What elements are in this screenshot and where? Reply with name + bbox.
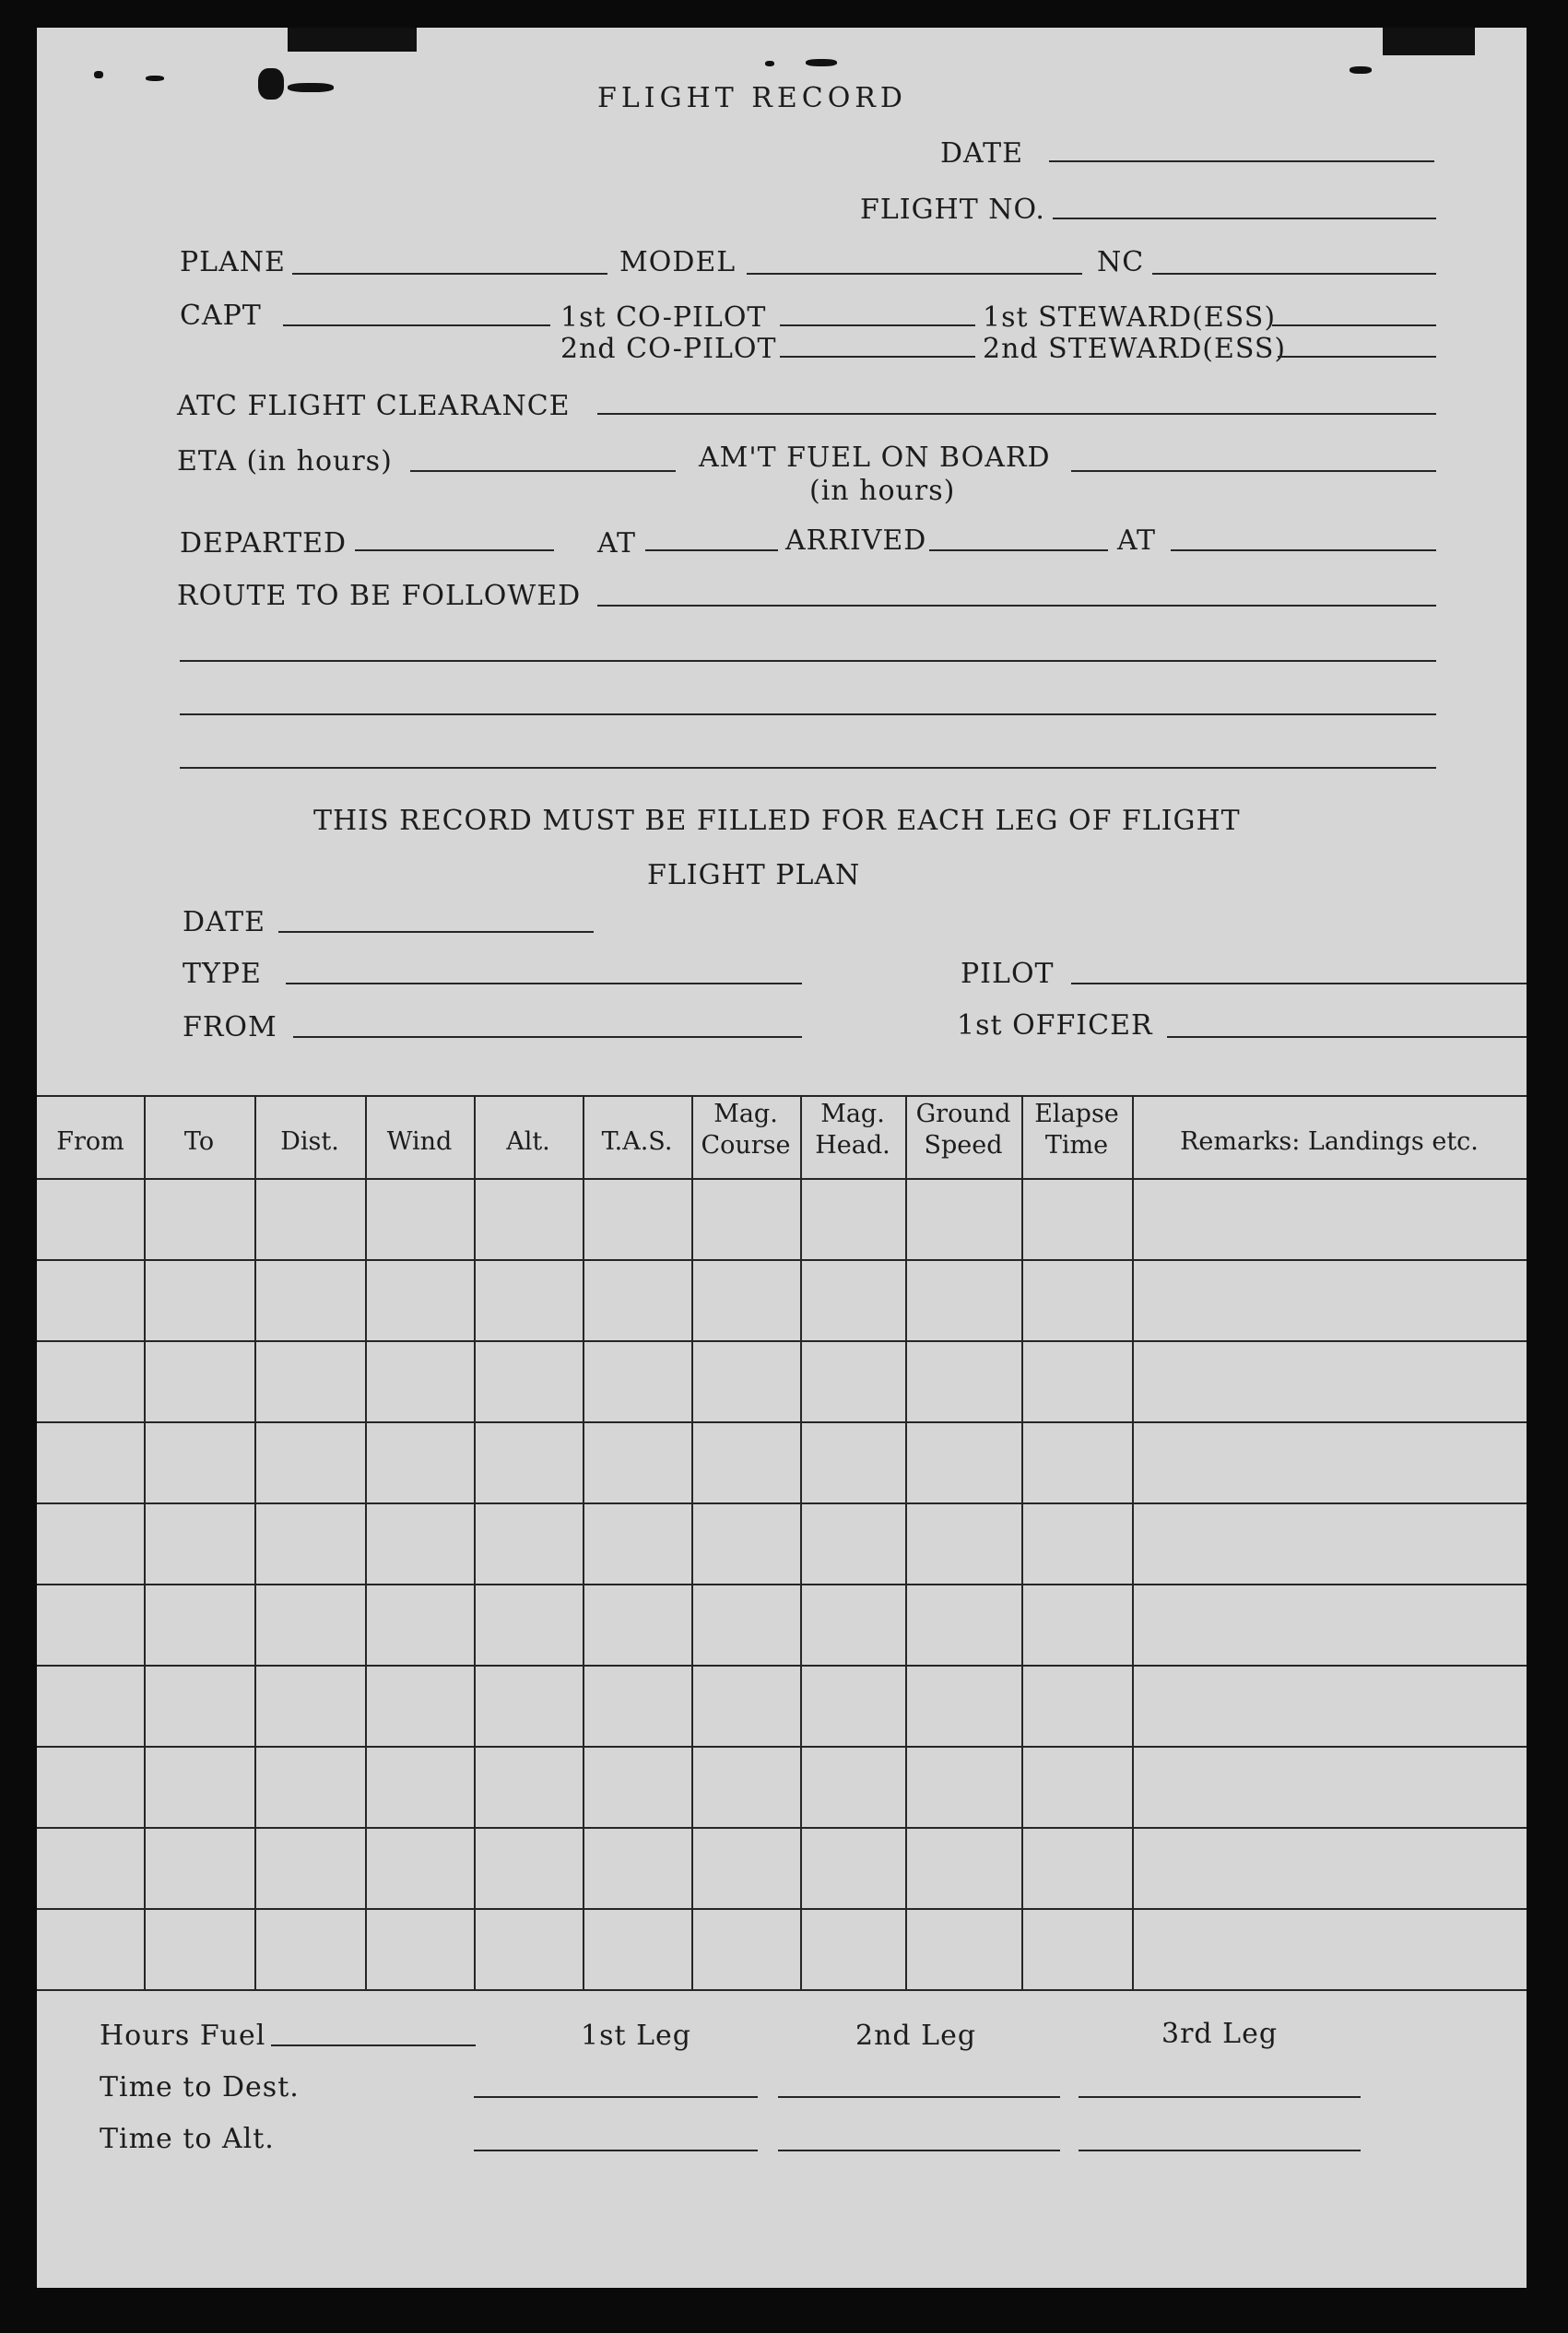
atc-clearance-field[interactable]: [597, 413, 1436, 415]
table-cell[interactable]: [1023, 1585, 1130, 1663]
plan-date-field[interactable]: [278, 931, 594, 933]
table-cell[interactable]: [584, 1667, 690, 1744]
table-cell[interactable]: [584, 1180, 690, 1257]
capt-label: CAPT: [180, 300, 262, 332]
co-pilot-2-field[interactable]: [780, 356, 975, 358]
date-field[interactable]: [1049, 160, 1434, 162]
table-cell[interactable]: [476, 1180, 581, 1257]
table-header-text: Dist.: [280, 1127, 339, 1156]
table-cell[interactable]: [39, 1504, 142, 1582]
scan-speck: [1350, 66, 1372, 74]
table-cell[interactable]: [907, 1342, 1020, 1420]
table-cell[interactable]: [256, 1180, 363, 1257]
table-header-cell: [1021, 1099, 1132, 1161]
table-cell[interactable]: [1023, 1342, 1130, 1420]
route-field-3[interactable]: [180, 713, 1436, 715]
table-cell[interactable]: [146, 1585, 253, 1663]
table-header-text: From: [56, 1127, 124, 1156]
time-to-alt-leg-1-field[interactable]: [474, 2150, 758, 2151]
fuel-on-board-field[interactable]: [1071, 470, 1436, 472]
leg-2-label: 2nd Leg: [855, 2020, 977, 2052]
table-cell[interactable]: [146, 1748, 253, 1825]
table-cell[interactable]: [476, 1423, 581, 1501]
scan-speck: [288, 28, 417, 52]
table-cell[interactable]: [802, 1180, 903, 1257]
co-pilot-2-label: 2nd CO-PILOT: [560, 333, 777, 365]
table-cell[interactable]: [802, 1910, 903, 1987]
flight-no-label: FLIGHT NO.: [860, 194, 1045, 226]
table-cell[interactable]: [693, 1585, 798, 1663]
table-cell[interactable]: [367, 1261, 472, 1338]
table-cell[interactable]: [39, 1910, 142, 1987]
table-cell[interactable]: [1134, 1910, 1525, 1987]
table-cell[interactable]: [584, 1504, 690, 1582]
table-cell[interactable]: [256, 1504, 363, 1582]
time-to-dest-leg-2-field[interactable]: [778, 2096, 1060, 2098]
table-header-cell: [583, 1126, 691, 1158]
table-cell[interactable]: [476, 1261, 581, 1338]
plan-pilot-label: PILOT: [961, 958, 1055, 990]
plan-date-label: DATE: [183, 906, 265, 938]
table-cell[interactable]: [476, 1667, 581, 1744]
table-cell[interactable]: [367, 1423, 472, 1501]
table-header-text: To: [183, 1127, 215, 1156]
table-cell[interactable]: [693, 1180, 798, 1257]
table-cell[interactable]: [1134, 1342, 1525, 1420]
time-to-alt-leg-2-field[interactable]: [778, 2150, 1060, 2151]
table-cell[interactable]: [1023, 1667, 1130, 1744]
eta-label: ETA (in hours): [177, 445, 393, 477]
scan-speck: [94, 71, 103, 78]
leg-1-label: 1st Leg: [581, 2020, 691, 2052]
table-cell[interactable]: [367, 1504, 472, 1582]
arrived-field[interactable]: [929, 549, 1108, 551]
table-cell[interactable]: [256, 1342, 363, 1420]
table-header-cell: [800, 1099, 905, 1161]
table-cell[interactable]: [367, 1342, 472, 1420]
table-header-text: Head.: [815, 1130, 890, 1160]
table-cell[interactable]: [476, 1504, 581, 1582]
table-cell[interactable]: [802, 1504, 903, 1582]
time-to-dest-leg-3-field[interactable]: [1079, 2096, 1361, 2098]
table-cell[interactable]: [693, 1504, 798, 1582]
table-cell[interactable]: [146, 1180, 253, 1257]
table-cell[interactable]: [146, 1829, 253, 1906]
scan-speck: [146, 76, 164, 81]
table-header-text: Ground: [915, 1100, 1011, 1128]
table-cell[interactable]: [367, 1748, 472, 1825]
scan-speck: [765, 61, 774, 66]
plane-field[interactable]: [292, 273, 607, 275]
table-header-text: Mag.: [713, 1100, 778, 1128]
flight-plan-title: FLIGHT PLAN: [647, 859, 861, 891]
table-header-cell: [254, 1126, 365, 1158]
table-cell[interactable]: [39, 1342, 142, 1420]
table-cell[interactable]: [584, 1342, 690, 1420]
table-cell[interactable]: [256, 1585, 363, 1663]
table-cell[interactable]: [802, 1585, 903, 1663]
table-header-text: Alt.: [506, 1127, 550, 1156]
table-cell[interactable]: [1023, 1261, 1130, 1338]
table-cell[interactable]: [476, 1585, 581, 1663]
table-cell[interactable]: [476, 1910, 581, 1987]
table-cell[interactable]: [802, 1667, 903, 1744]
table-cell[interactable]: [802, 1829, 903, 1906]
table-cell[interactable]: [1134, 1585, 1525, 1663]
arrived-at-field[interactable]: [1171, 549, 1436, 551]
hours-fuel-label: Hours Fuel: [100, 2020, 266, 2052]
capt-field[interactable]: [283, 324, 550, 326]
table-cell[interactable]: [693, 1261, 798, 1338]
table-cell[interactable]: [146, 1342, 253, 1420]
table-cell[interactable]: [476, 1829, 581, 1906]
plan-type-label: TYPE: [183, 958, 262, 990]
table-cell[interactable]: [907, 1910, 1020, 1987]
model-label: MODEL: [619, 246, 737, 278]
table-cell[interactable]: [584, 1829, 690, 1906]
table-header-cell: [691, 1099, 800, 1161]
table-cell[interactable]: [1134, 1180, 1525, 1257]
atc-clearance-label: ATC FLIGHT CLEARANCE: [177, 390, 571, 422]
table-header-text: Speed: [924, 1130, 1003, 1160]
table-cell[interactable]: [146, 1504, 253, 1582]
table-cell[interactable]: [584, 1423, 690, 1501]
table-cell[interactable]: [907, 1261, 1020, 1338]
table-cell[interactable]: [39, 1261, 142, 1338]
table-header-cell: [905, 1099, 1021, 1161]
table-header-cell: [474, 1126, 583, 1158]
table-row-rule: [37, 1989, 1527, 1991]
table-cell[interactable]: [584, 1910, 690, 1987]
table-cell[interactable]: [146, 1261, 253, 1338]
table-cell[interactable]: [146, 1667, 253, 1744]
table-cell[interactable]: [693, 1423, 798, 1501]
steward-1-label: 1st STEWARD(ESS): [983, 301, 1277, 334]
arrived-at-label: AT: [1117, 524, 1157, 557]
table-cell[interactable]: [256, 1829, 363, 1906]
table-cell[interactable]: [256, 1423, 363, 1501]
scan-speck: [258, 68, 284, 100]
table-cell[interactable]: [907, 1585, 1020, 1663]
table-cell[interactable]: [1023, 1910, 1130, 1987]
table-header-text: T.A.S.: [601, 1127, 673, 1156]
table-cell[interactable]: [802, 1342, 903, 1420]
table-cell[interactable]: [39, 1667, 142, 1744]
plan-officer-label: 1st OFFICER: [957, 1009, 1153, 1042]
plan-from-label: FROM: [183, 1011, 277, 1043]
co-pilot-1-label: 1st CO-PILOT: [560, 301, 767, 334]
time-to-alt-label: Time to Alt.: [100, 2123, 275, 2155]
table-cell[interactable]: [256, 1910, 363, 1987]
table-cell[interactable]: [39, 1748, 142, 1825]
route-field-2[interactable]: [180, 660, 1436, 662]
form-title: FLIGHT RECORD: [597, 82, 907, 114]
table-header-text: Remarks: Landings etc.: [1180, 1127, 1479, 1156]
table-cell[interactable]: [907, 1180, 1020, 1257]
table-cell[interactable]: [39, 1180, 142, 1257]
table-cell[interactable]: [693, 1910, 798, 1987]
notice-text: THIS RECORD MUST BE FILLED FOR EACH LEG OF FLIGHT: [313, 805, 1241, 837]
nc-field[interactable]: [1152, 273, 1436, 275]
table-cell[interactable]: [1023, 1829, 1130, 1906]
table-cell[interactable]: [256, 1261, 363, 1338]
table-cell[interactable]: [1134, 1261, 1525, 1338]
model-field[interactable]: [747, 273, 1082, 275]
table-cell[interactable]: [693, 1748, 798, 1825]
table-cell[interactable]: [476, 1748, 581, 1825]
table-cell[interactable]: [802, 1261, 903, 1338]
steward-2-label: 2nd STEWARD(ESS): [983, 333, 1287, 365]
table-cell[interactable]: [367, 1585, 472, 1663]
departed-at-field[interactable]: [645, 549, 778, 551]
table-header-text: Course: [701, 1130, 791, 1160]
table-header-text: Mag.: [820, 1100, 885, 1128]
plan-officer-field[interactable]: [1167, 1036, 1527, 1038]
table-cell[interactable]: [367, 1910, 472, 1987]
scan-speck: [288, 83, 334, 92]
table-cell[interactable]: [39, 1829, 142, 1906]
table-cell[interactable]: [693, 1829, 798, 1906]
table-header-cell: [1132, 1126, 1527, 1158]
plan-type-field[interactable]: [286, 983, 802, 984]
arrived-label: ARRIVED: [785, 524, 927, 557]
route-field-4[interactable]: [180, 767, 1436, 769]
route-label: ROUTE TO BE FOLLOWED: [177, 580, 582, 612]
flight-record-form: [37, 28, 1527, 2288]
table-cell[interactable]: [146, 1910, 253, 1987]
table-cell[interactable]: [1023, 1423, 1130, 1501]
table-cell[interactable]: [1134, 1504, 1525, 1582]
plan-from-field[interactable]: [293, 1036, 802, 1038]
table-cell[interactable]: [584, 1261, 690, 1338]
table-cell[interactable]: [367, 1667, 472, 1744]
table-cell[interactable]: [1023, 1504, 1130, 1582]
table-header-cell: [144, 1126, 254, 1158]
table-cell[interactable]: [802, 1423, 903, 1501]
plane-label: PLANE: [180, 246, 286, 278]
time-to-dest-leg-1-field[interactable]: [474, 2096, 758, 2098]
table-cell[interactable]: [584, 1748, 690, 1825]
hours-fuel-field[interactable]: [271, 2044, 476, 2046]
table-cell[interactable]: [907, 1748, 1020, 1825]
table-cell[interactable]: [367, 1829, 472, 1906]
steward-1-field[interactable]: [1272, 324, 1436, 326]
table-cell[interactable]: [256, 1748, 363, 1825]
plan-pilot-field[interactable]: [1071, 983, 1527, 984]
table-cell[interactable]: [584, 1585, 690, 1663]
table-header-text: Elapse: [1034, 1100, 1119, 1128]
scan-speck: [1383, 28, 1475, 55]
table-cell[interactable]: [1023, 1180, 1130, 1257]
nc-label: NC: [1097, 246, 1145, 278]
fuel-unit-label: (in hours): [809, 475, 956, 507]
table-cell[interactable]: [1134, 1829, 1525, 1906]
table-cell[interactable]: [907, 1667, 1020, 1744]
time-to-alt-leg-3-field[interactable]: [1079, 2150, 1361, 2151]
leg-3-label: 3rd Leg: [1161, 2018, 1279, 2050]
time-to-dest-label: Time to Dest.: [100, 2071, 300, 2103]
departed-field[interactable]: [355, 549, 554, 551]
table-cell[interactable]: [39, 1423, 142, 1501]
table-header-text: Time: [1044, 1130, 1109, 1160]
table-cell[interactable]: [907, 1829, 1020, 1906]
scan-speck: [806, 59, 837, 66]
eta-field[interactable]: [410, 470, 676, 472]
table-cell[interactable]: [1134, 1748, 1525, 1825]
date-label: DATE: [940, 137, 1023, 170]
departed-at-label: AT: [597, 527, 637, 560]
table-cell[interactable]: [1134, 1667, 1525, 1744]
table-cell[interactable]: [693, 1667, 798, 1744]
fuel-on-board-label: AM'T FUEL ON BOARD: [699, 442, 1051, 474]
table-cell[interactable]: [256, 1667, 363, 1744]
table-cell[interactable]: [693, 1342, 798, 1420]
table-header-cell: [365, 1126, 474, 1158]
table-cell[interactable]: [907, 1423, 1020, 1501]
table-header-rule: [37, 1095, 1527, 1097]
flight-no-field[interactable]: [1053, 218, 1436, 219]
table-cell[interactable]: [1023, 1748, 1130, 1825]
table-cell[interactable]: [1134, 1423, 1525, 1501]
table-header-text: Wind: [386, 1127, 453, 1156]
table-cell[interactable]: [367, 1180, 472, 1257]
table-cell[interactable]: [907, 1504, 1020, 1582]
steward-2-field[interactable]: [1278, 356, 1436, 358]
table-header-cell: [37, 1126, 144, 1158]
departed-label: DEPARTED: [180, 527, 348, 560]
co-pilot-1-field[interactable]: [780, 324, 975, 326]
table-cell[interactable]: [802, 1748, 903, 1825]
table-cell[interactable]: [39, 1585, 142, 1663]
table-cell[interactable]: [146, 1423, 253, 1501]
route-field-1[interactable]: [597, 605, 1436, 607]
table-cell[interactable]: [476, 1342, 581, 1420]
